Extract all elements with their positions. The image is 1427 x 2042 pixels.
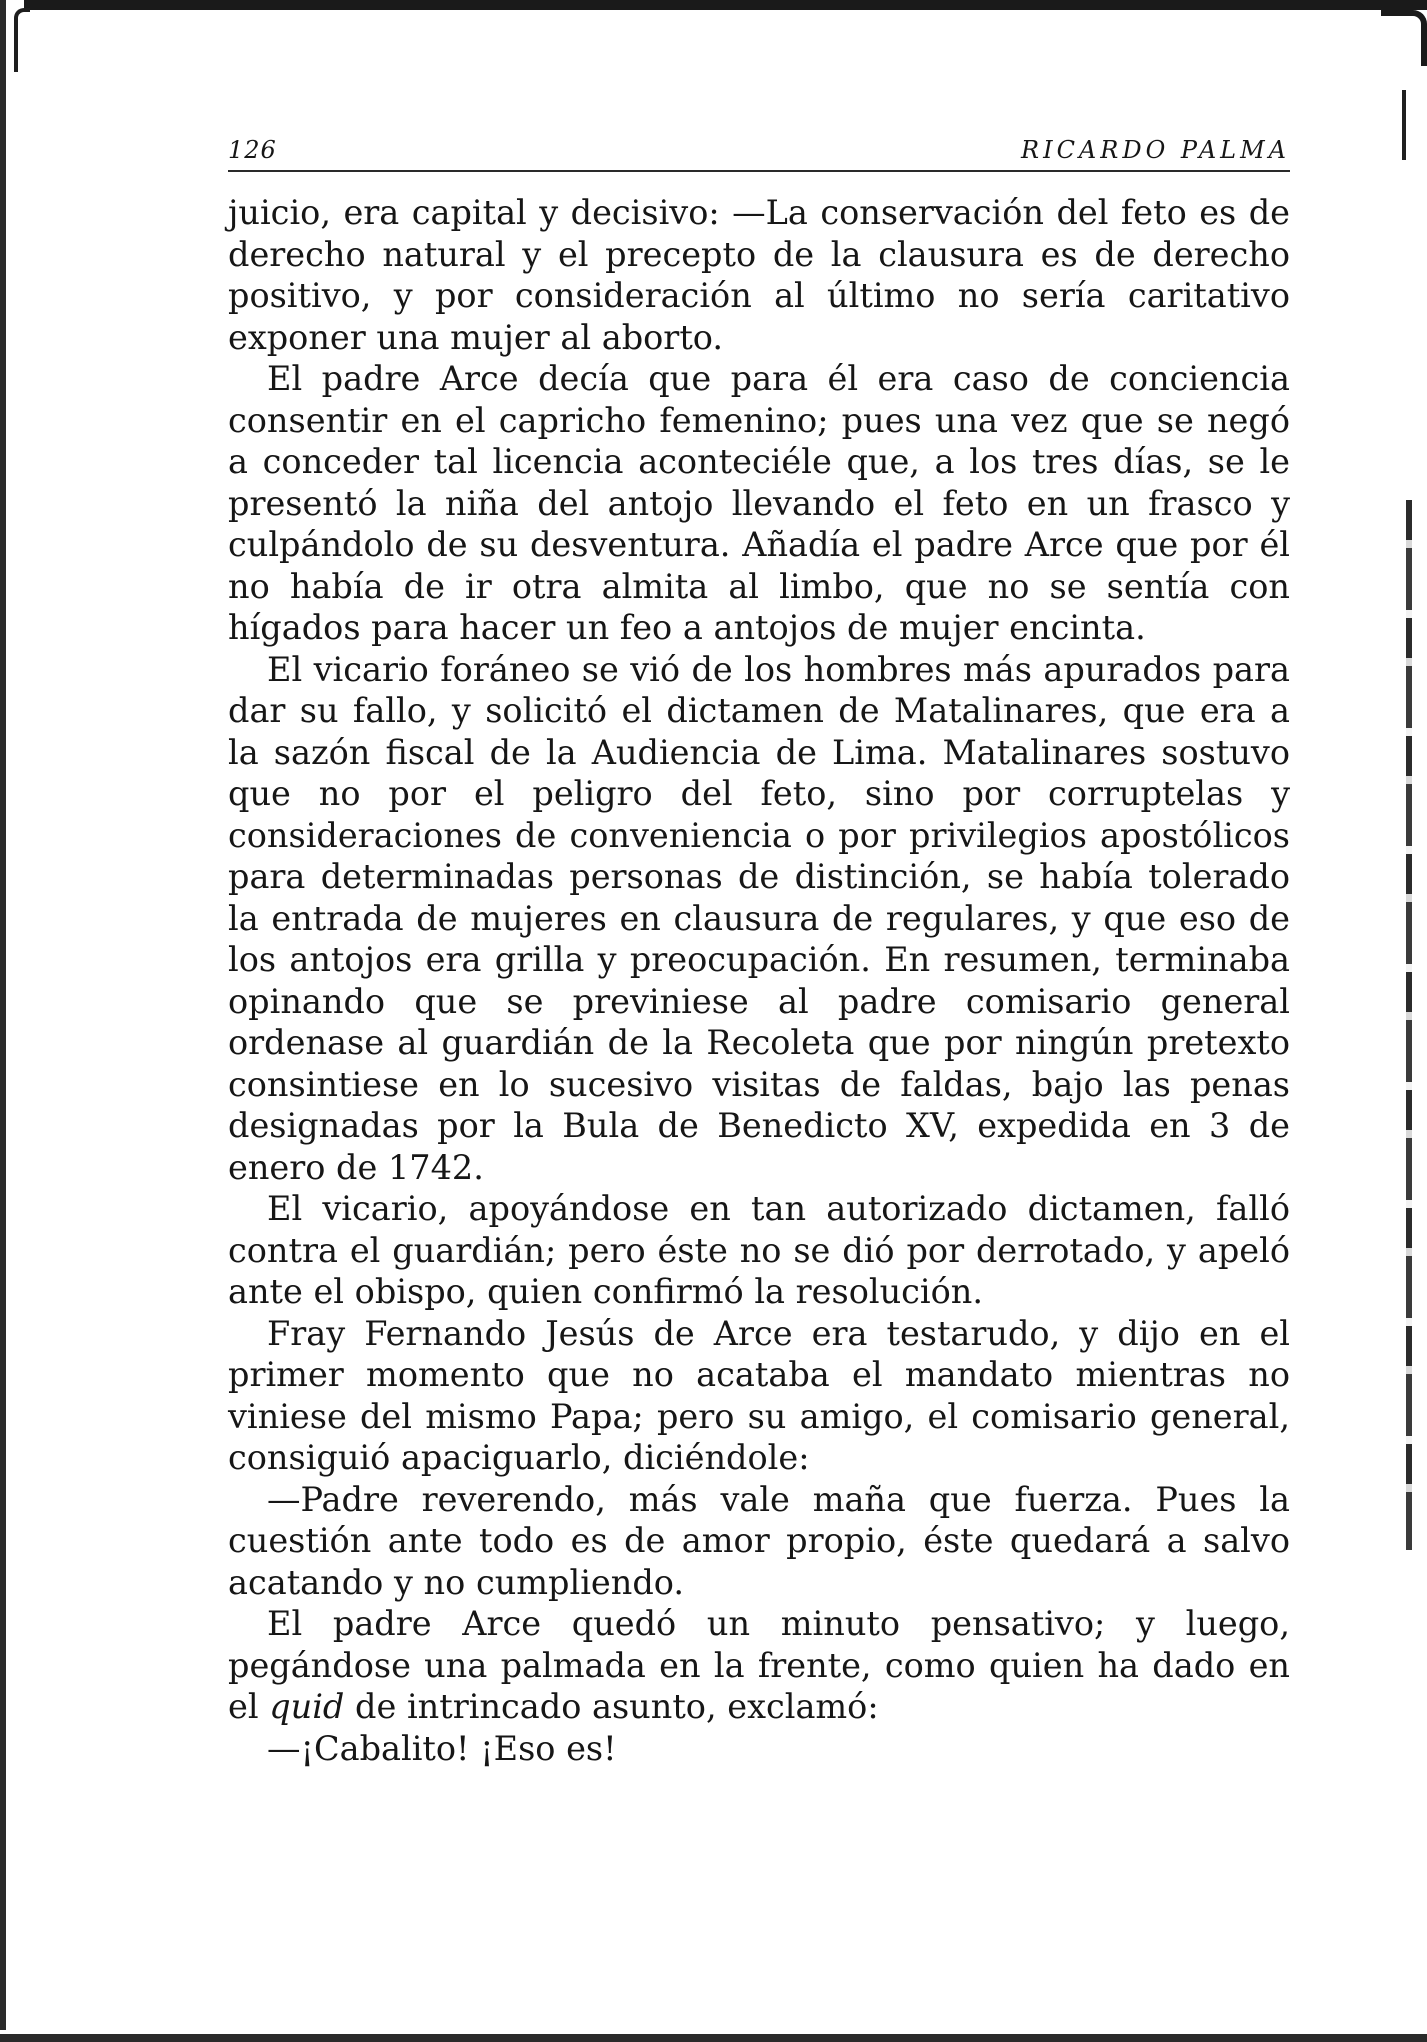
paragraph-1: juicio, era capital y decisivo: —La conservación del feto es de derecho natural y el precepto de la clausura es de derecho positivo, y por consideración al último no sería caritativo exponer una mujer al aborto. — [228, 193, 1290, 357]
paragraph-4: El vicario, apoyándose en tan autorizado dictamen, falló contra el guardián; pero éste no se dió por derrotado, y apeló ante el obispo, quien confirmó la resolución. — [228, 1189, 1290, 1311]
scan-bottom-edge — [0, 2030, 1427, 2042]
running-head — [228, 136, 1290, 172]
scan-right-edge — [1406, 500, 1412, 1550]
italic-word-quid: quid — [269, 1687, 345, 1726]
paragraph-3: El vicario foráneo se vió de los hombres más apurados para dar su fallo, y solicitó el dictamen de Matalinares, que era a la sazón fiscal de la Audiencia de Lima. Matalinares sostuvo que no por el peligro del feto, sino por corruptelas y consideraciones de conveniencia o por privilegios apostólicos para determinadas personas de distinción, se había tolerado la entrada de mujeres en clausura de regulares, y que eso de los antojos era grilla y preocupación. En resumen, terminaba opinando que se previniese al padre comisario general ordenase al guardián de la Recoleta que por ningún pretexto consintiese en lo sucesivo visitas de faldas, bajo las penas designadas por la Bula de Benedicto XV, expedida en 3 de enero de 1742. — [228, 649, 1290, 1187]
paragraph-7-end: de intrincado asunto, exclamó: — [344, 1687, 879, 1726]
scan-left-hook — [14, 8, 30, 72]
scan-top-edge — [0, 0, 1427, 10]
final-exclamation: —¡Cabalito! ¡Eso es! — [267, 1728, 617, 1768]
running-title: RICARDO PALMA — [1021, 136, 1290, 164]
paragraph-7-start: El padre Arce quedó un minuto pensativo; y luego, pegándose una palmada en la frente, como quien ha dado en el — [228, 1604, 1290, 1726]
scan-left-edge — [0, 0, 24, 2042]
paragraph-6: —Padre reverendo, más vale maña que fuerza. Pues la cuestión ante todo es de amor propio, éste quedará a salvo acatando y no cumpliendo. — [228, 1479, 1290, 1602]
paragraph-7 — [228, 1603, 1290, 1728]
scan-right-mark — [1402, 90, 1406, 160]
page-number: 126 — [228, 136, 277, 164]
body-text — [228, 192, 1290, 1769]
paragraph-2: El padre Arce decía que para él era caso de conciencia consentir en el capricho femenino; pues una vez que se negó a conceder tal licencia aconteciéle que, a los tres días, se le presentó la niña del antojo llevando el feto en un frasco y culpándolo de su desventura. Añadía el padre Arce que por él no había de ir otra almita al limbo, que no se sentía con hígados para hacer un feo a antojos de mujer encinta. — [228, 359, 1290, 647]
paragraph-5: Fray Fernando Jesús de Arce era testarudo, y dijo en el primer momento que no acataba el mandato mientras no viniese del mismo Papa; pero su amigo, el comisario general, consiguió apaciguarlo, diciéndole: — [228, 1313, 1290, 1477]
scan-right-hook — [1381, 10, 1427, 66]
